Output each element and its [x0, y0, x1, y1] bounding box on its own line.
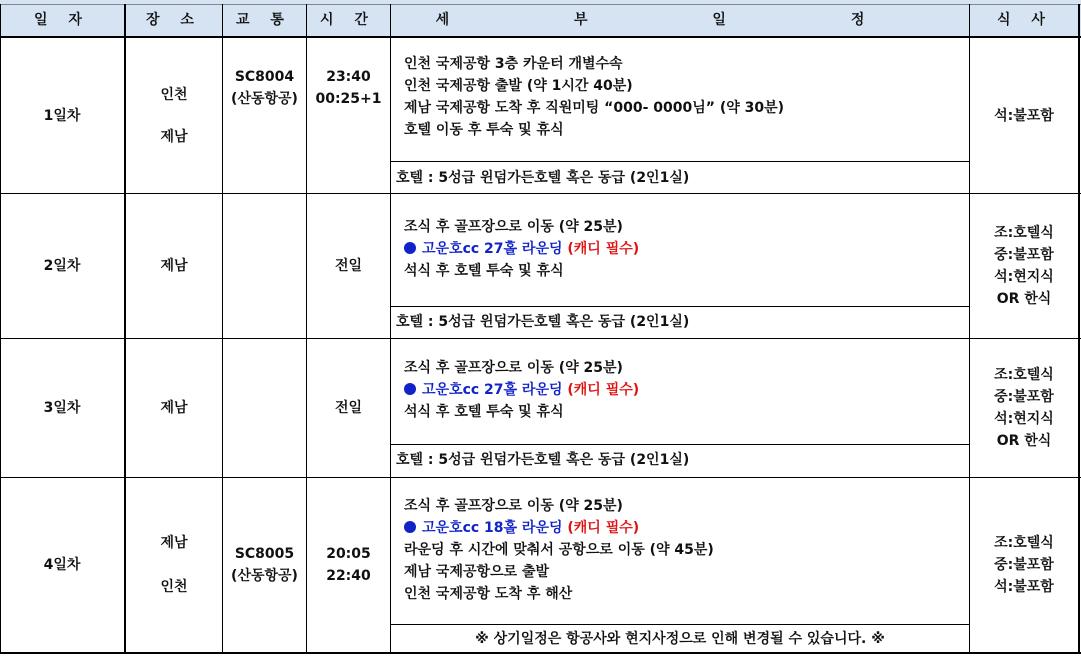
transport-cell [223, 478, 306, 652]
meal-line: OR 한식 [996, 433, 1052, 449]
meal-line: 석:불포함 [994, 579, 1054, 595]
round-course: 고운호cc 27홀 라운딩 [422, 382, 563, 398]
divider [0, 4, 1081, 5]
schedule-line: 제남 국제공항 도착 후 직원미팅 “000- 0000님” (약 30분) [404, 100, 785, 116]
place-name: 인천 [160, 86, 188, 103]
schedule-line: 조식 후 골프장으로 이동 (약 25분) [404, 360, 623, 376]
time-label: 전일 [334, 400, 363, 416]
place-name: 제남 [160, 128, 188, 145]
flight-number: SC8004 [234, 69, 295, 85]
schedule-line: 조식 후 골프장으로 이동 (약 25분) [404, 498, 623, 514]
time-cell [307, 339, 390, 477]
time-cell [307, 194, 390, 338]
airline-name: (산동항공) [231, 568, 298, 584]
place-cell [126, 38, 222, 193]
time-cell [307, 38, 390, 138]
meal-cell [970, 38, 1078, 193]
day-cell: 3일차 [43, 400, 81, 416]
schedule-details [404, 216, 639, 282]
header-time: 시 간 [320, 12, 376, 28]
place-name: 인천 [160, 579, 188, 595]
arrival-time: 00:25+1 [315, 91, 382, 107]
bullet-dot-icon [404, 242, 416, 254]
round-course: 고운호cc 27홀 라운딩 [422, 241, 563, 257]
round-line [404, 517, 714, 539]
departure-time: 23:40 [326, 69, 371, 85]
day-cell: 4일차 [43, 557, 81, 573]
hotel-info: 호텔 : 5성급 윈덤가든호텔 혹은 동급 (2인1실) [396, 170, 690, 186]
schedule-notice: ※ 상기일정은 항공사와 현지사정으로 인해 변경될 수 있습니다. ※ [475, 630, 885, 647]
meal-cell [970, 194, 1078, 338]
place-name: 제남 [160, 258, 188, 274]
meal-line: 조:호텔식 [994, 535, 1054, 551]
time-label: 전일 [334, 258, 363, 274]
arrival-time: 22:40 [326, 568, 371, 584]
day-cell: 1일차 [43, 107, 81, 124]
schedule-line: 라운딩 후 시간에 맞춰서 공항으로 이동 (약 45분) [404, 542, 714, 558]
schedule-line: 제남 국제공항으로 출발 [404, 564, 549, 580]
round-line [404, 379, 639, 401]
divider [1078, 4, 1080, 654]
meal-line: OR 한식 [996, 291, 1052, 307]
departure-time: 20:05 [326, 546, 371, 562]
place-name: 제남 [160, 535, 188, 551]
place-name: 제남 [160, 400, 188, 416]
time-cell [307, 478, 390, 652]
schedule-line: 인천 국제공항 도착 후 해산 [404, 586, 573, 602]
transport-cell [223, 38, 306, 138]
round-course: 고운호cc 18홀 라운딩 [422, 520, 563, 536]
place-cell [126, 339, 222, 477]
meal-line: 중:불포함 [994, 247, 1054, 263]
schedule-details [404, 495, 714, 605]
caddie-note: (캐디 필수) [567, 520, 640, 536]
hotel-info: 호텔 : 5성급 윈덤가든호텔 혹은 동급 (2인1실) [396, 314, 690, 330]
divider [390, 306, 970, 307]
divider [390, 161, 970, 162]
header-day: 일 자 [34, 12, 90, 28]
bullet-dot-icon [404, 383, 416, 395]
meal-line: 조:호텔식 [994, 225, 1054, 241]
meal-line: 조:호텔식 [994, 367, 1054, 383]
airline-name: (산동항공) [231, 91, 298, 107]
round-line [404, 238, 639, 260]
header-transport: 교 통 [236, 12, 292, 28]
hotel-info: 호텔 : 5성급 윈덤가든호텔 혹은 동급 (2인1실) [396, 452, 690, 468]
bullet-dot-icon [404, 521, 416, 533]
meal-cell [970, 339, 1078, 477]
header-detail: 세 부 일 정 [435, 12, 925, 28]
schedule-line: 인천 국제공항 출발 (약 1시간 40분) [404, 78, 633, 94]
meal-line: 중:불포함 [994, 557, 1054, 573]
schedule-line: 호텔 이동 후 투숙 및 휴식 [404, 122, 564, 138]
meal-cell [970, 478, 1078, 652]
meal-line: 석:현지식 [994, 269, 1054, 285]
meal-line: 석:현지식 [994, 411, 1054, 427]
caddie-note: (캐디 필수) [567, 382, 640, 398]
header-meal: 식 사 [997, 12, 1053, 28]
divider [390, 4, 391, 654]
schedule-line: 인천 국제공항 3층 카운터 개별수속 [404, 56, 623, 72]
caddie-note: (캐디 필수) [567, 241, 640, 257]
place-cell [126, 478, 222, 652]
schedule-line: 석식 후 호텔 투숙 및 휴식 [404, 404, 564, 420]
meal-line: 석:불포함 [994, 107, 1054, 124]
schedule-details [404, 357, 639, 423]
divider [390, 444, 970, 445]
day-cell: 2일차 [43, 258, 81, 274]
meal-line: 중:불포함 [994, 389, 1054, 405]
header-place: 장 소 [146, 12, 202, 28]
schedule-line: 석식 후 호텔 투숙 및 휴식 [404, 263, 564, 279]
schedule-details [404, 53, 784, 141]
flight-number: SC8005 [234, 546, 295, 562]
place-cell [126, 194, 222, 338]
schedule-line: 조식 후 골프장으로 이동 (약 25분) [404, 219, 623, 235]
divider [0, 652, 1081, 654]
